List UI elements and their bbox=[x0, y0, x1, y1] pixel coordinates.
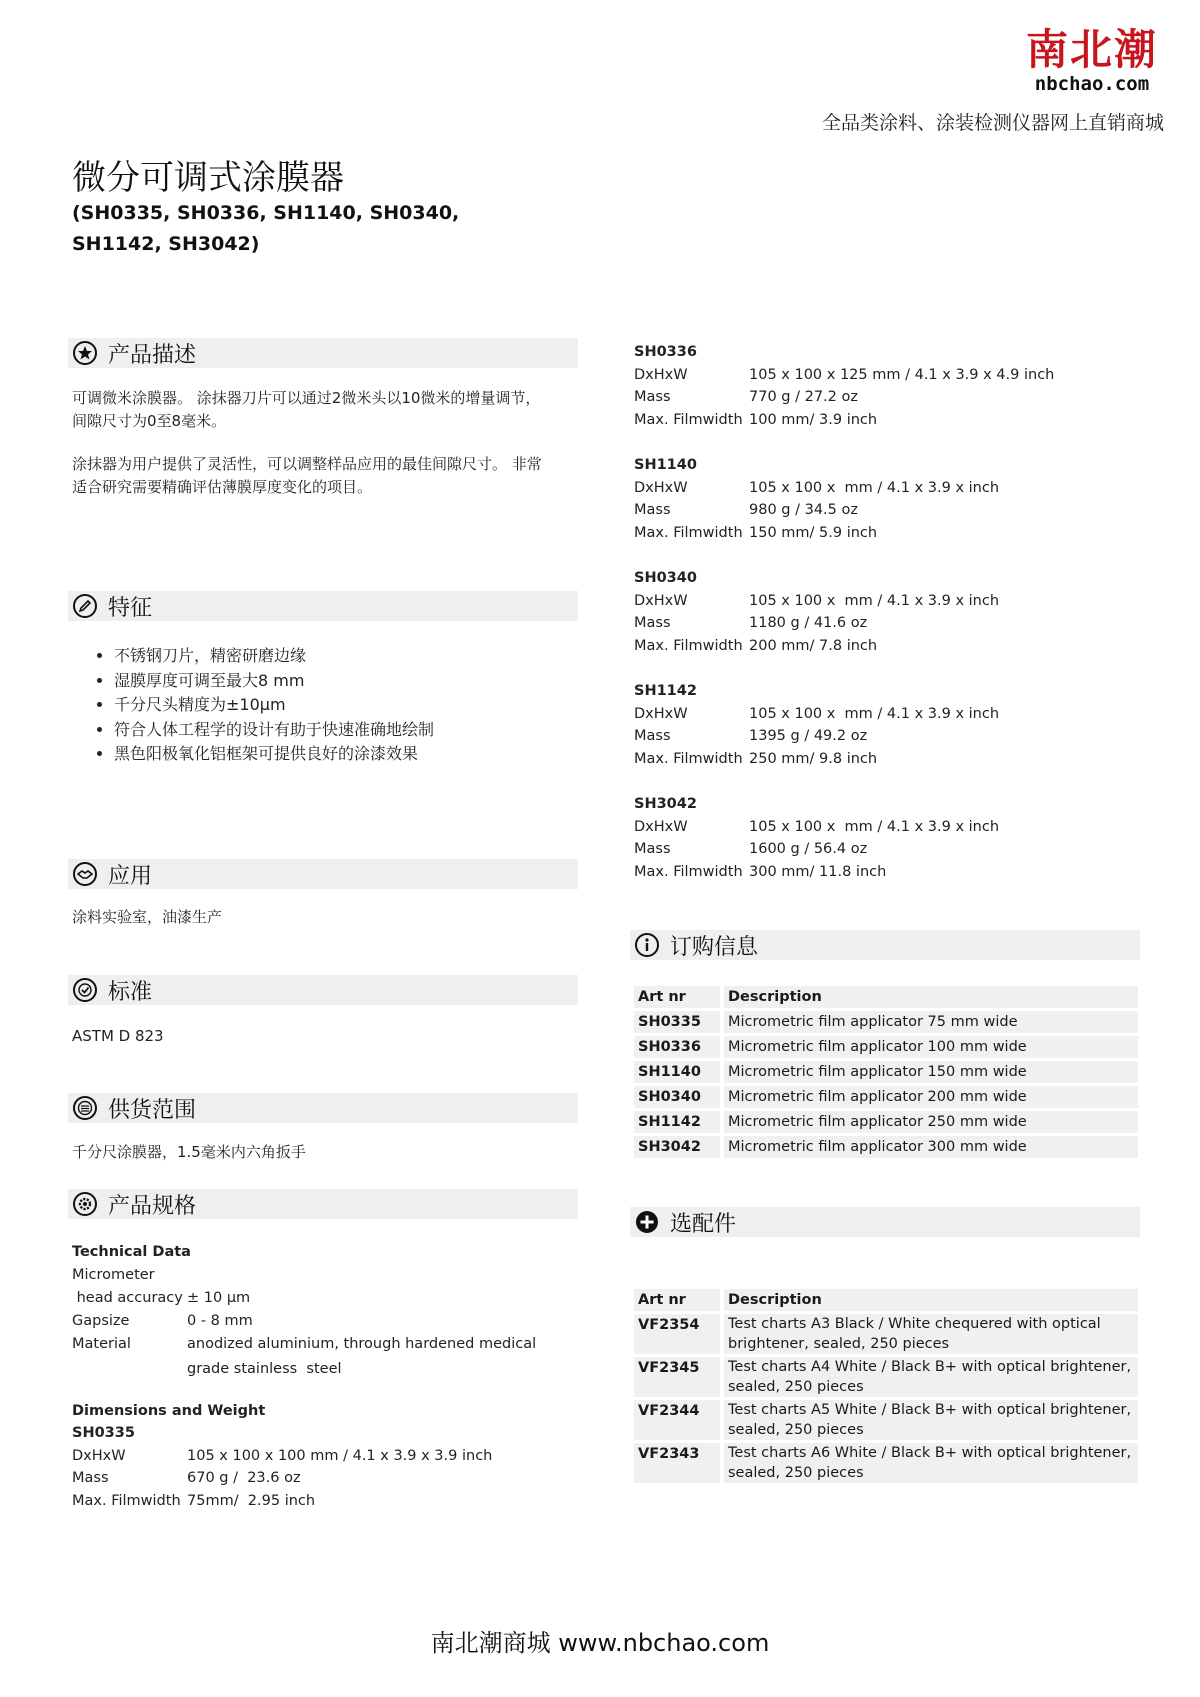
item-description bbox=[724, 1400, 1138, 1440]
section-header-features bbox=[68, 591, 578, 621]
description-paragraph-1: 可调微米涂膜器。 涂抹器刀片可以通过2微米头以10微米的增量调节，间隙尺寸为0至8毫米。 bbox=[72, 389, 541, 430]
spec-label: Mass bbox=[634, 728, 671, 744]
section-title: 订购信息 bbox=[670, 934, 759, 960]
spec-label: Micrometer bbox=[72, 1267, 155, 1283]
item-description: Micrometric film applicator 150 mm wide bbox=[724, 1061, 1138, 1083]
spec-value: 980 g / 34.5 oz bbox=[749, 502, 858, 518]
spec-value: 105 x 100 x mm / 4.1 x 3.9 x inch bbox=[749, 479, 1000, 496]
item-description bbox=[724, 1443, 1138, 1483]
spec-value: ± 10 µm bbox=[187, 1290, 251, 1306]
site-slogan: 全品类涂料、涂装检测仪器网上直销商城 bbox=[821, 112, 1164, 134]
spec-value: 1395 g / 49.2 oz bbox=[749, 728, 868, 744]
logo-chinese: 南北潮 bbox=[1025, 25, 1158, 74]
spec-label: Max. Filmwidth bbox=[634, 524, 743, 541]
spec-value: 1600 g / 56.4 oz bbox=[749, 841, 868, 857]
spec-value: 300 mm/ 11.8 inch bbox=[749, 863, 887, 880]
section-title: 标准 bbox=[108, 979, 153, 1005]
art-number: SH1140 bbox=[634, 1061, 720, 1083]
column-header-description: Description bbox=[724, 1289, 1138, 1311]
spec-label: Material bbox=[72, 1336, 131, 1352]
standards-text: ASTM D 823 bbox=[72, 1027, 164, 1045]
table-row bbox=[634, 1111, 1138, 1133]
spec-label: Mass bbox=[72, 1470, 109, 1486]
spec-label: Max. Filmwidth bbox=[634, 637, 743, 654]
spec-label: Max. Filmwidth bbox=[634, 411, 743, 428]
check-badge-icon bbox=[72, 977, 98, 1003]
art-number: SH0336 bbox=[634, 1036, 720, 1058]
spec-label: Mass bbox=[634, 389, 671, 405]
spec-label: Mass bbox=[634, 615, 671, 631]
list-item: • 湿膜厚度可调至最大8 mm bbox=[114, 669, 434, 694]
spec-value: 75mm/ 2.95 inch bbox=[187, 1492, 316, 1509]
section-header-ordering bbox=[630, 930, 1140, 960]
column-header-art: Art nr bbox=[634, 986, 720, 1008]
logo-domain: nbchao.com bbox=[1034, 73, 1150, 95]
package-badge-icon bbox=[72, 1095, 98, 1121]
table-row bbox=[634, 1400, 1138, 1440]
spec-value: 200 mm/ 7.8 inch bbox=[749, 637, 878, 654]
model-name: SH1142 bbox=[634, 683, 697, 699]
spec-value: 670 g / 23.6 oz bbox=[187, 1470, 301, 1486]
spec-value: 100 mm/ 3.9 inch bbox=[749, 411, 878, 428]
section-title: 特征 bbox=[108, 595, 153, 621]
section-header-scope bbox=[68, 1093, 578, 1123]
description-line: Test charts A4 White / Black B+ with optical brightener, bbox=[728, 1359, 1132, 1375]
plus-circle-icon bbox=[634, 1209, 660, 1235]
spec-value: anodized aluminium, through hardened medical bbox=[187, 1336, 537, 1352]
dimensions-title: Dimensions and Weight bbox=[72, 1403, 266, 1419]
art-number: VF2345 bbox=[634, 1357, 720, 1397]
table-row bbox=[634, 1086, 1138, 1108]
section-title: 产品描述 bbox=[108, 342, 197, 368]
section-title: 供货范围 bbox=[108, 1097, 197, 1123]
spec-label: Max. Filmwidth bbox=[72, 1492, 181, 1509]
section-title: 选配件 bbox=[670, 1211, 737, 1237]
art-number: VF2343 bbox=[634, 1443, 720, 1483]
section-header-accessories bbox=[630, 1207, 1140, 1237]
spec-value: 105 x 100 x mm / 4.1 x 3.9 x inch bbox=[749, 705, 1000, 722]
spec-value: 250 mm/ 9.8 inch bbox=[749, 750, 878, 767]
features-list bbox=[72, 644, 434, 767]
spec-value: 105 x 100 x mm / 4.1 x 3.9 x inch bbox=[749, 818, 1000, 835]
art-number: SH3042 bbox=[634, 1136, 720, 1158]
model-name: SH0336 bbox=[634, 344, 697, 360]
pencil-badge-icon bbox=[72, 593, 98, 619]
spec-label: Mass bbox=[634, 841, 671, 857]
spec-label: DxHxW bbox=[72, 1447, 126, 1464]
section-header-description bbox=[68, 338, 578, 368]
description-line: Test charts A3 Black / White chequered with optical bbox=[728, 1316, 1101, 1332]
spec-value: 0 - 8 mm bbox=[187, 1313, 253, 1329]
column-header-art: Art nr bbox=[634, 1289, 720, 1311]
application-text: 涂料实验室，油漆生产 bbox=[72, 908, 223, 926]
list-item: • 符合人体工程学的设计有助于快速准确地绘制 bbox=[114, 718, 434, 743]
spec-value: 1180 g / 41.6 oz bbox=[749, 615, 868, 631]
item-description: Micrometric film applicator 200 mm wide bbox=[724, 1086, 1138, 1108]
item-description: Micrometric film applicator 300 mm wide bbox=[724, 1136, 1138, 1158]
spec-label: head accuracy bbox=[72, 1290, 183, 1306]
section-header-application bbox=[68, 859, 578, 889]
description-line: sealed, 250 pieces bbox=[728, 1465, 864, 1481]
item-description: Micrometric film applicator 100 mm wide bbox=[724, 1036, 1138, 1058]
spec-value: 105 x 100 x 100 mm / 4.1 x 3.9 x 3.9 inch bbox=[187, 1447, 493, 1464]
item-description: Micrometric film applicator 250 mm wide bbox=[724, 1111, 1138, 1133]
spec-value: 770 g / 27.2 oz bbox=[749, 389, 858, 405]
list-item: • 千分尺头精度为±10μm bbox=[114, 693, 434, 718]
ordering-table bbox=[634, 986, 1138, 1156]
page-subtitle: (SH0335, SH0336, SH1140, SH0340, SH1142, SH3042) bbox=[72, 202, 460, 255]
table-row bbox=[634, 1011, 1138, 1033]
table-row bbox=[634, 1443, 1138, 1483]
spec-label: DxHxW bbox=[634, 818, 688, 835]
item-description: Micrometric film applicator 75 mm wide bbox=[724, 1011, 1138, 1033]
section-header-specs bbox=[68, 1189, 578, 1219]
spec-label: Max. Filmwidth bbox=[634, 750, 743, 767]
description-line: sealed, 250 pieces bbox=[728, 1379, 864, 1395]
section-title: 产品规格 bbox=[108, 1193, 197, 1219]
section-header-standards bbox=[68, 975, 578, 1005]
table-header-row bbox=[634, 1289, 1138, 1311]
description-line: brightener, sealed, 250 pieces bbox=[728, 1336, 950, 1352]
art-number: SH1142 bbox=[634, 1111, 720, 1133]
gear-badge-icon bbox=[72, 1191, 98, 1217]
model-name: SH0340 bbox=[634, 570, 697, 586]
table-row bbox=[634, 1136, 1138, 1158]
list-item: • 黑色阳极氧化铝框架可提供良好的涂漆效果 bbox=[114, 742, 434, 767]
art-number: VF2354 bbox=[634, 1314, 720, 1354]
scope-text: 千分尺涂膜器，1.5毫米内六角扳手 bbox=[72, 1143, 306, 1161]
model-name: SH1140 bbox=[634, 457, 697, 473]
art-number: SH0340 bbox=[634, 1086, 720, 1108]
art-number: SH0335 bbox=[634, 1011, 720, 1033]
spec-value: 105 x 100 x 125 mm / 4.1 x 3.9 x 4.9 inch bbox=[749, 366, 1055, 383]
accessories-table bbox=[634, 1289, 1138, 1487]
item-description bbox=[724, 1357, 1138, 1397]
table-row bbox=[634, 1357, 1138, 1397]
table-row bbox=[634, 1314, 1138, 1354]
description-line: Test charts A5 White / Black B+ with optical brightener, bbox=[728, 1402, 1132, 1418]
section-title: 应用 bbox=[108, 863, 153, 889]
info-icon bbox=[634, 932, 660, 958]
spec-label: DxHxW bbox=[634, 366, 688, 383]
art-number: VF2344 bbox=[634, 1400, 720, 1440]
spec-value: grade stainless steel bbox=[187, 1361, 342, 1377]
spec-label: Max. Filmwidth bbox=[634, 863, 743, 880]
page-title: 微分可调式涂膜器 bbox=[72, 158, 344, 198]
spec-value: 150 mm/ 5.9 inch bbox=[749, 524, 878, 541]
handshake-icon bbox=[72, 861, 98, 887]
description-paragraph-2: 涂抹器为用户提供了灵活性，可以调整样品应用的最佳间隙尺寸。 非常适合研究需要精确评估薄膜厚度变化的项目。 bbox=[72, 455, 542, 496]
model-name: SH3042 bbox=[634, 796, 697, 812]
spec-label: DxHxW bbox=[634, 705, 688, 722]
tech-data-title: Technical Data bbox=[72, 1244, 191, 1260]
table-row bbox=[634, 1061, 1138, 1083]
footer-link[interactable]: 南北潮商城 www.nbchao.com bbox=[430, 1629, 770, 1657]
item-description bbox=[724, 1314, 1138, 1354]
spec-label: Gapsize bbox=[72, 1313, 130, 1329]
site-logo[interactable] bbox=[1026, 26, 1158, 94]
list-item: • 不锈钢刀片，精密研磨边缘 bbox=[114, 644, 434, 669]
column-header-description: Description bbox=[724, 986, 1138, 1008]
spec-value: 105 x 100 x mm / 4.1 x 3.9 x inch bbox=[749, 592, 1000, 609]
model-name: SH0335 bbox=[72, 1425, 135, 1441]
spec-label: DxHxW bbox=[634, 592, 688, 609]
description-line: sealed, 250 pieces bbox=[728, 1422, 864, 1438]
table-row bbox=[634, 1036, 1138, 1058]
spec-label: Mass bbox=[634, 502, 671, 518]
table-header-row bbox=[634, 986, 1138, 1008]
star-badge-icon bbox=[72, 340, 98, 366]
spec-label: DxHxW bbox=[634, 479, 688, 496]
description-line: Test charts A6 White / Black B+ with optical brightener, bbox=[728, 1445, 1132, 1461]
